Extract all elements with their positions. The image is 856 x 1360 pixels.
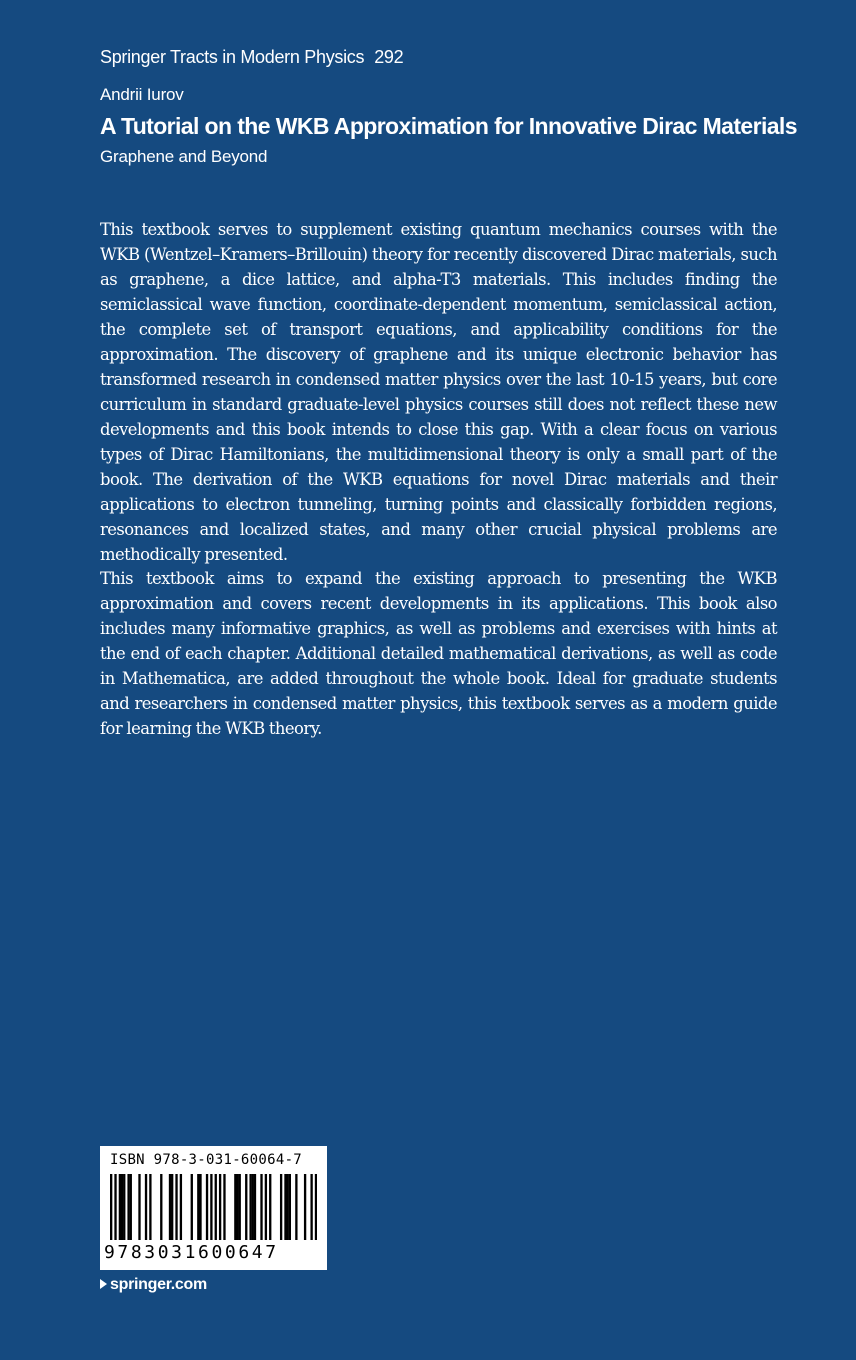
barcode-bar <box>191 1174 193 1240</box>
barcode-bar <box>239 1174 241 1240</box>
barcode-bar <box>284 1174 286 1240</box>
barcode-bar <box>114 1174 116 1240</box>
barcode-bar <box>269 1174 271 1240</box>
description-paragraph-2: This textbook aims to expand the existing approach to presenting the WKB approximation and covers recent developments in its applications. This book also includes many informative graphics, as well as problems and exercises with hints at the end of each chapter. Additional detailed mathematical derivations, as well as code in Mathematica, are added throughout the whole book. Ideal for graduate students and researchers in condensed matter physics, this textbook serves as a modern guide for learning the WKB theory. <box>100 569 777 738</box>
barcode-bar <box>145 1174 147 1240</box>
barcode-bar <box>315 1174 317 1240</box>
barcode-bar <box>252 1174 254 1240</box>
barcode-bar <box>289 1174 291 1240</box>
barcode-bar <box>234 1174 236 1240</box>
barcode-bar <box>119 1174 121 1240</box>
barcode-bar <box>210 1174 212 1240</box>
series-name: Springer Tracts in Modern Physics <box>100 47 365 67</box>
series-number: 292 <box>374 47 404 67</box>
book-title: A Tutorial on the WKB Approximation for Innovative Dirac Materials <box>100 113 797 139</box>
series-line <box>100 47 403 68</box>
barcode-bar <box>197 1174 199 1240</box>
barcode-bar <box>110 1174 112 1240</box>
book-subtitle: Graphene and Beyond <box>100 147 268 166</box>
barcode-bar <box>280 1174 282 1240</box>
barcode-bar <box>169 1174 171 1240</box>
barcode-bar <box>249 1174 251 1240</box>
barcode-bar <box>171 1174 173 1240</box>
barcode-bar <box>219 1174 221 1240</box>
barcode-bar <box>149 1174 151 1240</box>
publisher-link[interactable] <box>100 1276 207 1294</box>
barcode-bar <box>127 1174 129 1240</box>
barcode-bar <box>310 1174 312 1240</box>
barcode-bar <box>138 1174 140 1240</box>
barcode-bar <box>245 1174 247 1240</box>
barcode-bar <box>215 1174 217 1240</box>
barcode-bar <box>254 1174 256 1240</box>
barcode-bar <box>121 1174 123 1240</box>
barcode-bars <box>110 1174 317 1240</box>
barcode-bar <box>260 1174 262 1240</box>
barcode-bar <box>304 1174 306 1240</box>
barcode-bar <box>160 1174 162 1240</box>
barcode-bar <box>206 1174 208 1240</box>
barcode-bar <box>236 1174 238 1240</box>
barcode-bar <box>199 1174 201 1240</box>
barcode-bar <box>286 1174 288 1240</box>
barcode-bar <box>265 1174 267 1240</box>
barcode-bar <box>123 1174 125 1240</box>
isbn-label: ISBN 978-3-031-60064-7 <box>110 1152 303 1168</box>
author-name: Andrii Iurov <box>100 85 184 104</box>
barcode-bar <box>223 1174 225 1240</box>
barcode-bar <box>130 1174 132 1240</box>
publisher-url: springer.com <box>110 1276 207 1293</box>
arrow-right-icon <box>100 1279 107 1289</box>
barcode-box <box>100 1146 327 1270</box>
barcode-bar <box>295 1174 297 1240</box>
barcode-bar <box>175 1174 177 1240</box>
barcode-digits: 9783031600647 <box>104 1242 279 1263</box>
description-paragraph-1: This textbook serves to supplement existing quantum mechanics courses with the WKB (Wentzel–Kramers–Brillouin) theory for recently discovered Dirac materials, such as graphene, a dice lattice, and alpha-T3 materials. This includes finding the semiclassical wave function, coordinate-dependent momentum, semiclassical action, the complete set of transport equations, and applicability conditions for the approximation. The discovery of graphene and its unique electronic behavior has transformed research in condensed matter physics over the last 10-15 years, but core curriculum in standard graduate-level physics courses still does not reflect these new developments and this book intends to close this gap. With a clear focus on various types of Dirac Hamiltonians, the multidimensional theory is only a small part of the book. The derivation of the WKB equations for novel Dirac materials and their applications to electron tunneling, turning points and classically forbidden regions, resonances and localized states, and many other crucial physical problems are methodically presented. <box>100 220 777 564</box>
barcode-bar <box>180 1174 182 1240</box>
